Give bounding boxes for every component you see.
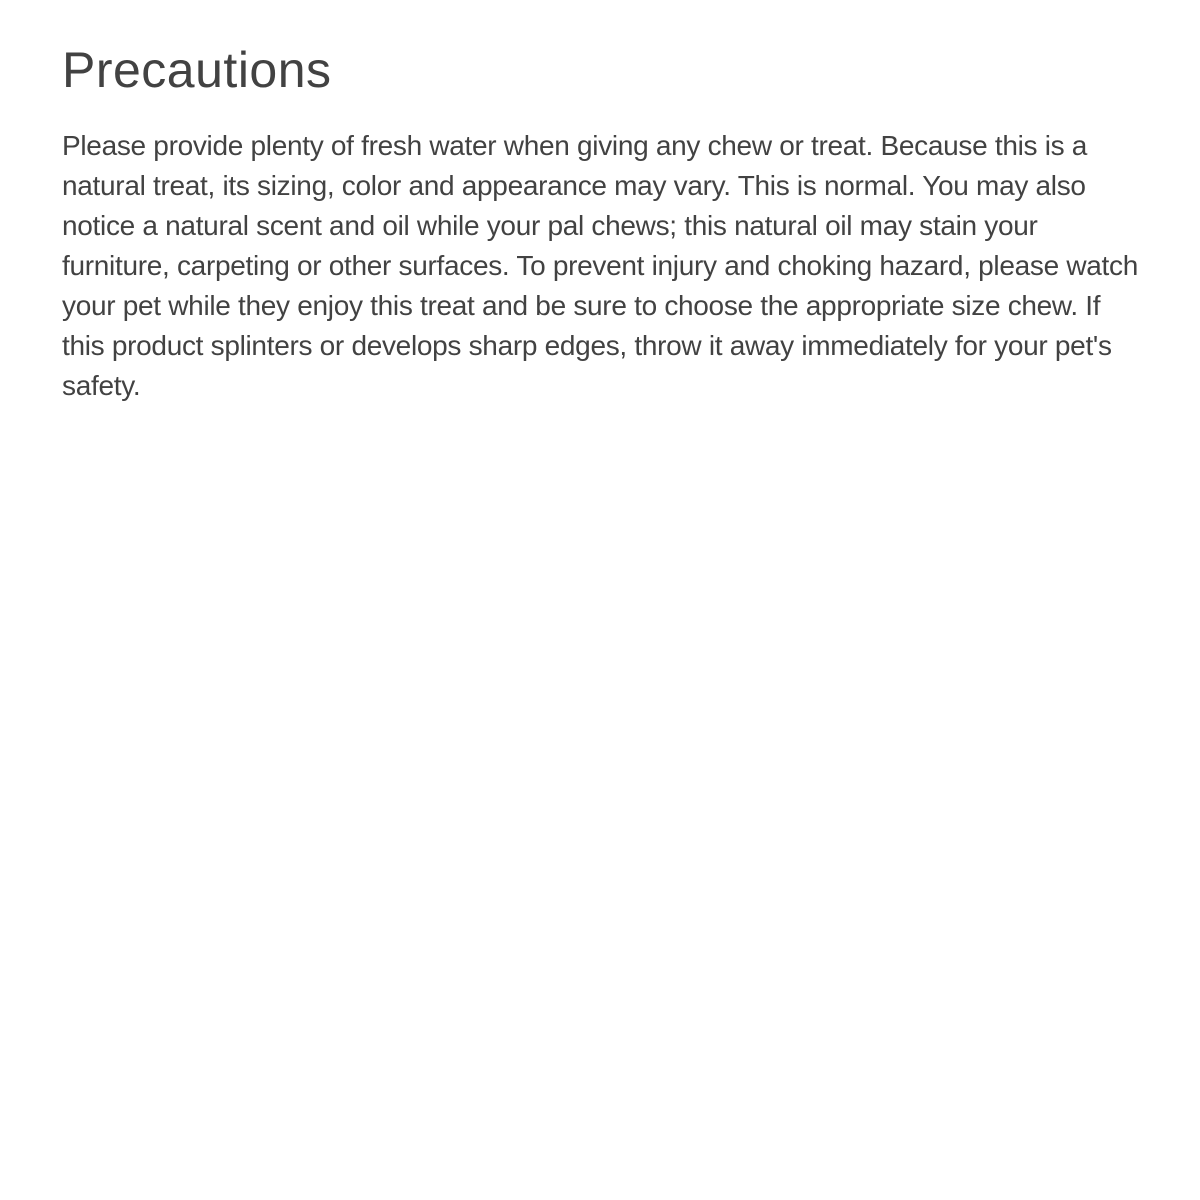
section-body-text: Please provide plenty of fresh water when giving any chew or treat. Because this is a natural treat, its sizing, color and appearance may vary. This is normal. You may also notice a natural scent and oil while your pal chews; this natural oil may stain your furniture, carpeting or other surfaces. To prevent injury and choking hazard, please watch your pet while they enjoy this treat and be sure to choose the appropriate size chew. If this product splinters or develops sharp edges, throw it away immediately for your pet's safety. — [62, 129, 1138, 401]
section-title: Precautions — [62, 42, 332, 98]
